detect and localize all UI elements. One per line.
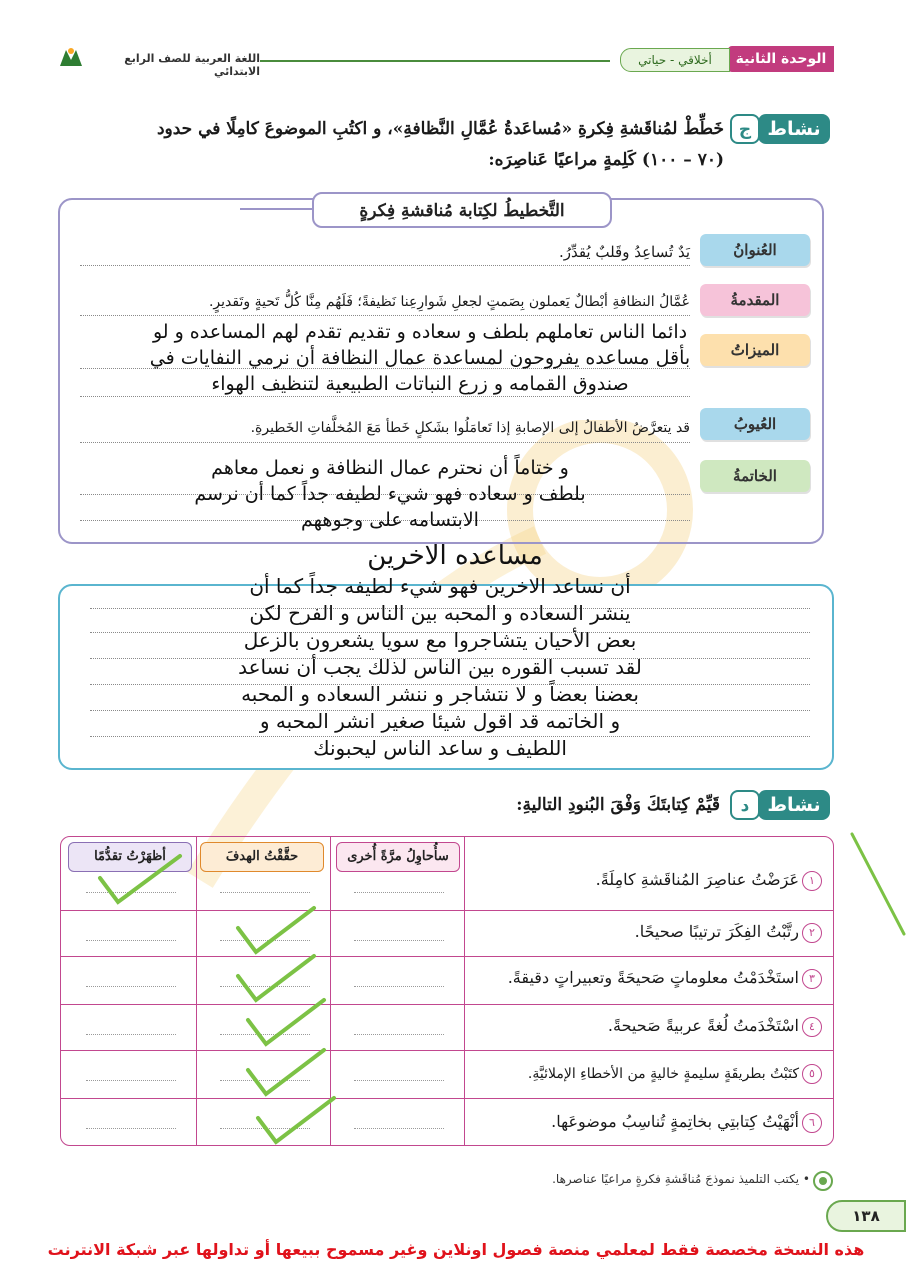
book-logo-icon (58, 46, 84, 68)
unit-label: الوحدة الثانية (728, 46, 834, 72)
essay-line-6: و الخاتمه قد اقول شيئا صغير انشر المحبه و (259, 709, 621, 733)
cell-line (86, 1128, 176, 1129)
label-intro: المقدمةُ (700, 284, 810, 316)
cell-line (354, 892, 444, 893)
writing-line (80, 315, 690, 316)
features-handwriting-3: صندوق القمامه و زرع النباتات الطبيعية لتنظيف الهواء (211, 373, 629, 395)
writing-line (80, 265, 690, 266)
features-handwriting-2: بأقل مساعده يفروحون لمساعدة عمال النظافة أن نرمي النفايات في (149, 347, 691, 369)
target-icon (812, 1170, 834, 1192)
cell-line (354, 1080, 444, 1081)
pen-stroke (848, 830, 908, 940)
activity-d-letter: د (730, 790, 760, 820)
title-text: يَدٌ تُساعِدُ وقَلبٌ يُقدِّرُ. (558, 243, 690, 261)
activity-c-instruction-1: خَطِّطْ لمُناقَشةِ فِكرةِ «مُساعَدةُ عُمَّالِ النَّظافةِ»، و اكتُبِ الموضوعَ كامِلًا في حدود (156, 119, 724, 139)
criterion-3-text: استَخْدَمْتُ معلوماتٍ صَحيحَةً وتعبيراتٍ دقيقةً. (507, 968, 799, 987)
criterion-3 (470, 968, 822, 989)
column-achieved: حقَّقْتُ الهدفَ (200, 842, 324, 872)
criterion-6-num: ٦ (802, 1113, 822, 1133)
criterion-5 (470, 1064, 822, 1084)
cell-line (354, 1128, 444, 1129)
label-conclusion: الخاتمةُ (700, 460, 810, 492)
conclusion-handwriting-3: الابتسامه على وجوههم (301, 509, 479, 531)
essay-line-3: بعض الأحيان يتشاجروا مع سويا يشعرون بالزعل (243, 628, 637, 652)
cell-line (86, 1034, 176, 1035)
essay-line-7: اللطيف و ساعد الناس ليحبونك (313, 736, 567, 760)
check-mark-icon (90, 848, 190, 908)
criterion-6 (470, 1112, 822, 1133)
essay-line-4: لقد تسبب القوره بين الناس لذلك يجب أن نساعد (238, 655, 642, 679)
writing-line (80, 442, 690, 443)
activity-c-letter: ج (730, 114, 760, 144)
table-row-divider (60, 910, 834, 911)
planning-title: التَّخطيطُ لكِتابة مُناقشةِ فِكرةٍ (312, 192, 612, 228)
conclusion-handwriting-1: و ختاماً أن نحترم عمال النظافة و نعمل معاهم (211, 457, 569, 479)
criterion-4 (470, 1016, 822, 1037)
cell-line (354, 940, 444, 941)
essay-title: مساعده الاخرين (367, 541, 543, 571)
conclusion-handwriting-2: بلطف و سعاده فهو شيء لطيفه جداً كما أن نرسم (194, 483, 586, 505)
label-title: العُنوانُ (700, 234, 810, 266)
cell-line (354, 986, 444, 987)
activity-d-badge: نشاط (758, 790, 830, 820)
essay-line-5: بعضنا بعضاً و لا نتشاجر و ننشر السعاده و المحبه (241, 682, 639, 706)
copyright-notice: هذه النسخة مخصصة فقط لمعلمي منصة فصول اونلاين وغير مسموح ببيعها أو تداولها عبر شبكة الانترنت (47, 1240, 865, 1259)
table-divider (464, 836, 465, 1146)
unit-topic: أخلاقي - حياتي (620, 48, 730, 72)
criterion-4-num: ٤ (802, 1017, 822, 1037)
criterion-3-num: ٣ (802, 969, 822, 989)
footnote: • يكتب التلميذ نموذجَ مُناقَشةِ فكرةٍ مراعيًا عناصرها. (552, 1172, 810, 1186)
book-title: اللغة العربية للصف الرابع الابتدائي (124, 52, 260, 78)
table-divider (196, 836, 197, 1146)
header-divider (260, 60, 610, 62)
defects-text: قد يتعرَّضُ الأطفالُ إلى الإصابةِ إذا تَعامَلُوا بشَكلٍ خَطأ مَعَ المُخلَّفاتِ الخَطيرةِ. (250, 420, 690, 436)
table-row-divider (60, 1050, 834, 1051)
criterion-2-num: ٢ (802, 923, 822, 943)
check-mark-icon (240, 994, 330, 1050)
page-number: ١٣٨ (826, 1200, 906, 1232)
activity-d-instruction: قَيِّمْ كِتابتَكَ وَفْقَ البُنودِ التاليةِ: (516, 795, 720, 815)
criterion-5-text: كتَبْتُ بطريقَةٍ سليمةٍ خاليةٍ من الأخطاءِ الإملائيَّةِ. (527, 1066, 799, 1082)
criterion-4-text: اسْتَخْدَمتُ لُغةً عربيةً صَحيحةً. (607, 1016, 799, 1035)
cell-line (86, 1080, 176, 1081)
cell-line (86, 986, 176, 987)
table-row-divider (60, 1004, 834, 1005)
criterion-2 (470, 922, 822, 943)
table-row-divider (60, 956, 834, 957)
cell-line (354, 1034, 444, 1035)
intro-text: عُمَّالُ النظافةِ أبْطالٌ يَعملون بِصَمتٍ لجعلِ شَوارِعِنا نَظيفةً؛ فَلَهُم مِنَّا كُلُّ تَحيةٍ وتَقديرٍ. (208, 294, 690, 310)
column-try-again: سأُحاوِلُ مرَّةً أُخرى (336, 842, 460, 872)
essay-line-2: ينشر السعاده و المحبه بين الناس و الفرح لكن (249, 601, 631, 625)
criterion-1-text: عَرَضْتُ عناصِرَ المُناقَشةِ كامِلَةً. (595, 870, 799, 889)
criterion-1-num: ١ (802, 871, 822, 891)
activity-c-instruction-2: (٧٠ – ١٠٠) كَلِمةٍ مراعيًا عَناصِرَه: (488, 150, 724, 170)
label-features: الميزاتُ (700, 334, 810, 366)
criterion-6-text: أنْهَيْتُ كِتابتِي بخاتِمةٍ تُناسِبُ موضوعَها. (551, 1112, 799, 1131)
cell-line (86, 940, 176, 941)
label-defects: العُيوبُ (700, 408, 810, 440)
check-mark-icon (250, 1092, 340, 1148)
features-handwriting-1: دائما الناس تعاملهم بلطف و سعاده و تقديم تقدم لهم المساعده و لو (152, 321, 688, 343)
criterion-1 (470, 870, 822, 891)
criterion-5-num: ٥ (802, 1064, 822, 1084)
criterion-2-text: رتَّبْتُ الفِكَرَ ترتيبًا صحيحًا. (634, 922, 799, 941)
column-progress: أظهَرْتُ تقدُّمًا (68, 842, 192, 872)
planning-title-line (240, 208, 314, 210)
essay-line-1: أن نساعد الاخرين فهو شيء لطيفه جداً كما أن (249, 574, 631, 598)
table-row-divider (60, 1098, 834, 1099)
activity-c-badge: نشاط (758, 114, 830, 144)
cell-line (220, 892, 310, 893)
